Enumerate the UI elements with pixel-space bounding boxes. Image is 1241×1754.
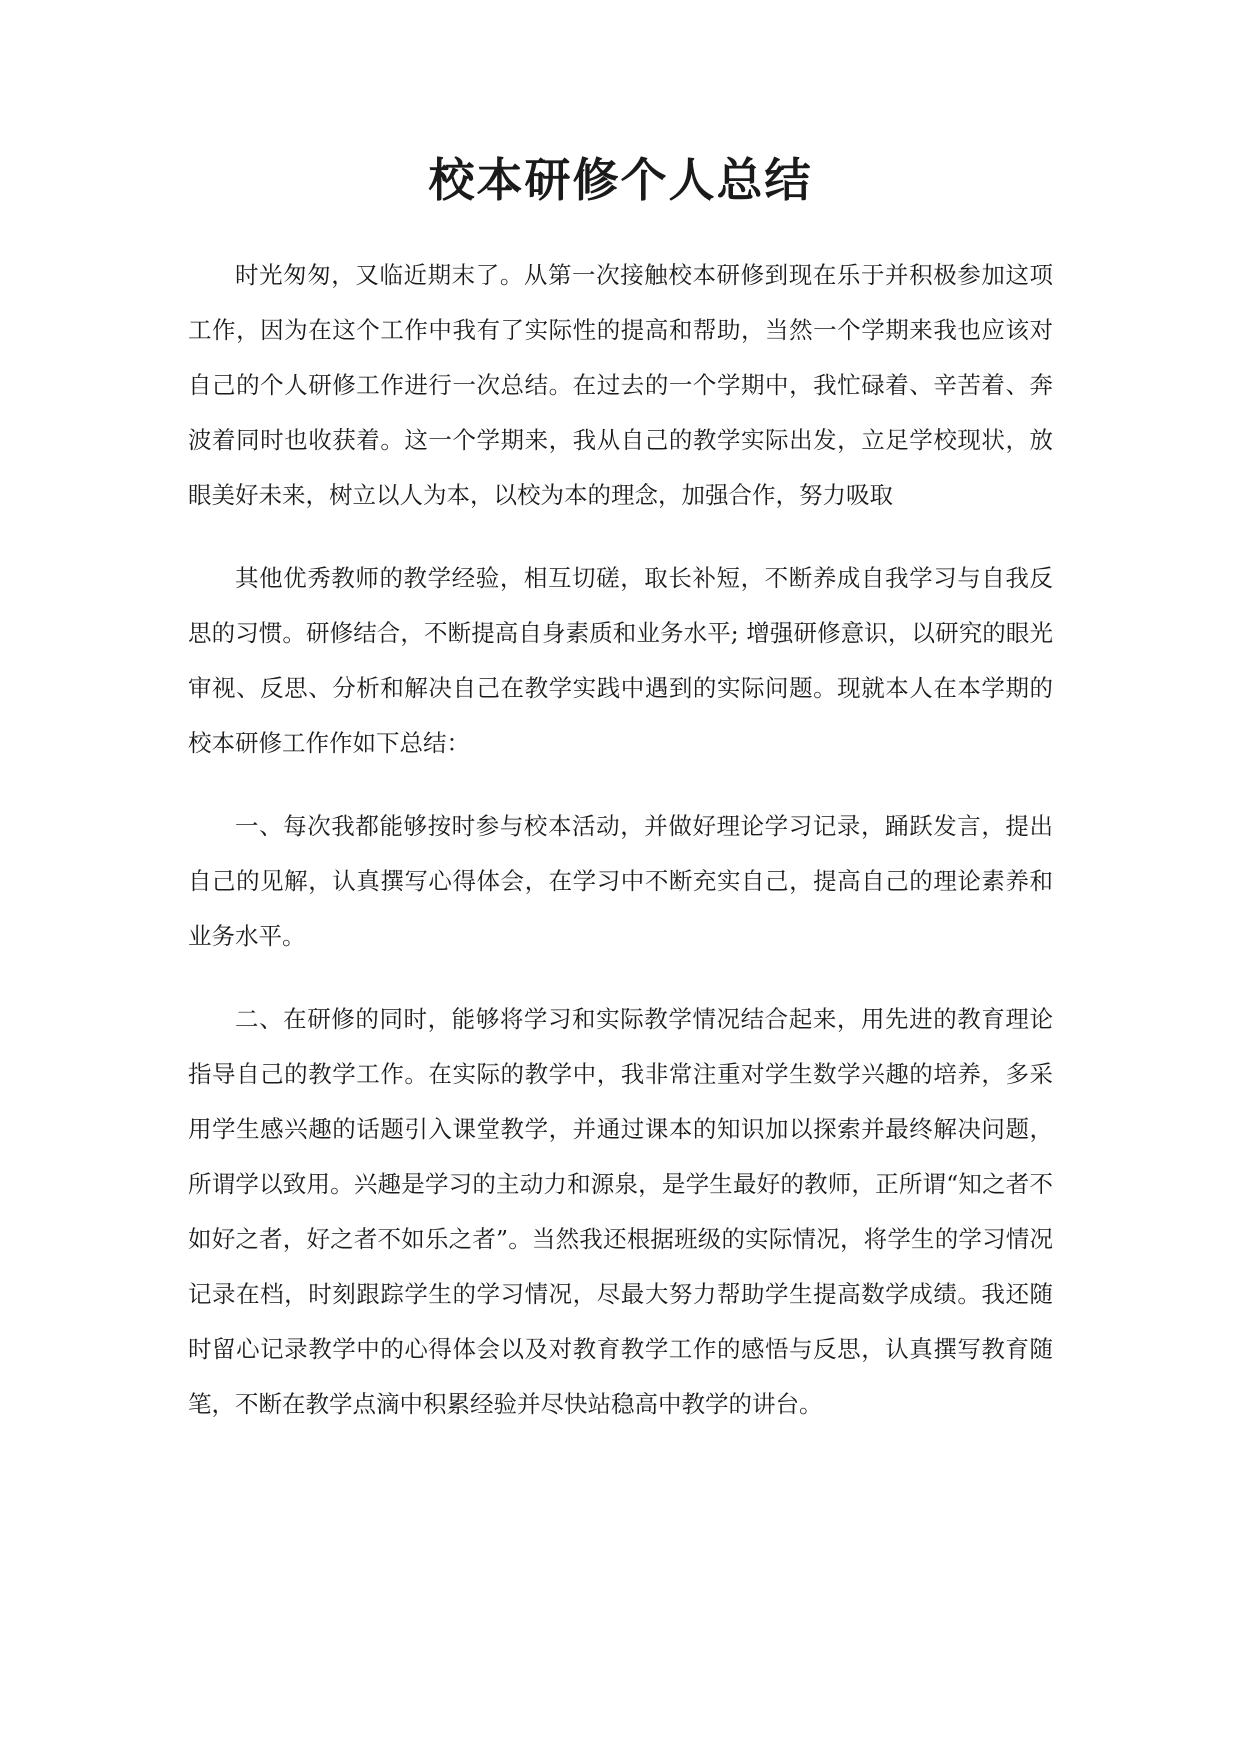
paragraph-intro: 时光匆匆，又临近期末了。从第一次接触校本研修到现在乐于并积极参加这项工作，因为在这个工作中我有了实际性的提高和帮助，当然一个学期来我也应该对自己的个人研修工作进行一次总结。在过去的一个学期中，我忙碌着、辛苦着、奔波着同时也收获着。这一个学期来，我从自己的教学实际出发，立足学校现状，放眼美好未来，树立以人为本，以校为本的理念，加强合作，努力吸取 xyxy=(188,261,1053,509)
document-title: 校本研修个人总结 xyxy=(428,153,813,207)
paragraph-continuation: 其他优秀教师的教学经验，相互切磋，取长补短，不断养成自我学习与自我反思的习惯。研修结合，不断提高自身素质和业务水平; 增强研修意识，以研究的眼光审视、反思、分析和解决自己在教学实践中遇到的实际问题。现就本人在本学期的校本研修工作作如下总结： xyxy=(188,564,1053,757)
document-body xyxy=(188,248,1053,1460)
paragraph-point-two: 二、在研修的同时，能够将学习和实际教学情况结合起来，用先进的教育理论指导自己的教学工作。在实际的教学中，我非常注重对学生数学兴趣的培养，多采用学生感兴趣的话题引入课堂教学，并通过课本的知识加以探索并最终解决问题，所谓学以致用。兴趣是学习的主动力和源泉，是学生最好的教师，正所谓“知之者不如好之者，好之者不如乐之者”。当然我还根据班级的实际情况，将学生的学习情况记录在档，时刻跟踪学生的学习情况，尽最大努力帮助学生提高数学成绩。我还随时留心记录教学中的心得体会以及对教育教学工作的感悟与反思，认真撰写教育随笔，不断在教学点滴中积累经验并尽快站稳高中教学的讲台。 xyxy=(188,1005,1053,1418)
paragraph-point-one: 一、每次我都能够按时参与校本活动，并做好理论学习记录，踊跃发言，提出自己的见解，认真撰写心得体会，在学习中不断充实自己，提高自己的理论素养和业务水平。 xyxy=(188,812,1053,950)
